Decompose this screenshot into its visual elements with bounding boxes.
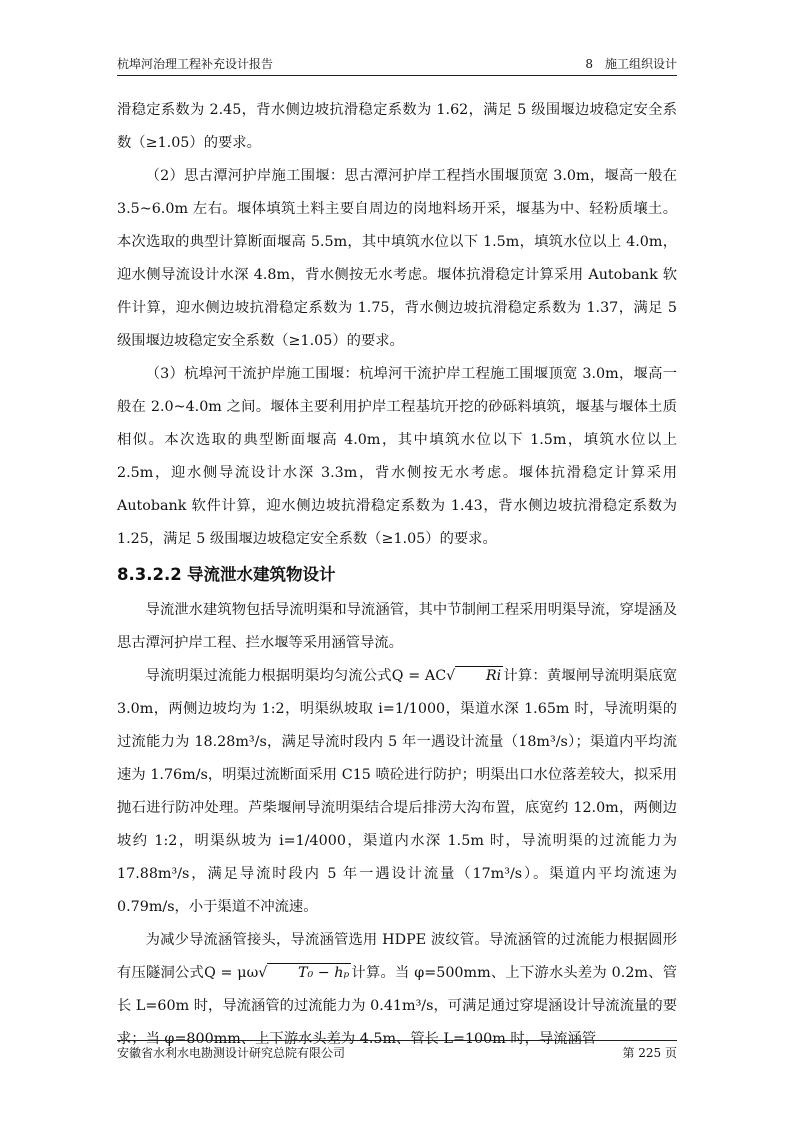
paragraph-hangbu-cofferdam: （3）杭埠河干流护岸施工围堰：杭埠河干流护岸工程施工围堰顶宽 3.0m，堰高一般在 2.0~4.0m 之间。堰体主要利用护岸工程基坑开挖的砂砾料填筑，堰基与堰体土质相似。本次选取的典型断面堰高 4.0m，其中填筑水位以下 1.5m，填筑水位以上 2.5m，迎水侧导流设计水深 3.3m，背水侧按无水考虑。堰体抗滑稳定计算采用 Autobank 软件计算，迎水侧边坡抗滑稳定系数为 1.43，背水侧边坡抗滑稳定系数为 1.25，满足 5 级围堰边坡稳定安全系数（≥1.05）的要求。 [117,366,677,547]
footer-organization: 安徽省水利水电勘测设计研究总院有限公司 [117,1046,346,1060]
culvert-text-b: 计算。当 φ=500mm、上下游水头差为 0.2m、管长 L=60m 时，导流涵管的过流能力为 0.41m³/s，可满足通过穿堤涵设计导流流量的要求；当 φ=800mm、上下游水头差为 4.5m、管长 L=100m 时，导流涵管 [117,965,677,1047]
formula-lhs: Q = AC [391,668,447,684]
page-number: 第 225 页 [622,1046,677,1060]
page-header [117,55,677,76]
formula-radicand: T₀ − hₚ [267,963,351,982]
pressure-tunnel-formula: Q = μω√ T₀ − hₚ [204,965,350,981]
formula-lhs: Q = μω [204,965,259,981]
section-title: 导流泄水建筑物设计 [187,565,336,584]
open-channel-text-b: 计算：黄堰闸导流明渠底宽 3.0m，两侧边坡均为 1:2，明渠纵坡取 i=1/1000，渠道水深 1.65m 时，导流明渠的过流能力为 18.28m³/s，满足导流时段内 5 年一遇设计流量（18m³/s）；渠道内平均流速为 1.76m/s，明渠过流断面采用 C15 喷砼进行防护；明渠出口水位落差较大，拟采用抛石进行防冲处理。芦柴堰闸导流明渠结合堤后排涝大沟布置，底宽约 12.0m，两侧边坡约 1:2，明渠纵坡为 i=1/4000，渠道内水深 1.5m 时，导流明渠的过流能力为 17.88m³/s，满足导流时段内 5 年一遇设计流量（17m³/s）。渠道内平均流速为 0.79m/s，小于渠道不冲流速。 [117,668,677,915]
culvert-text-a: 为减少导流涵管接头，导流涵管选用 HDPE 波纹管。导流涵管的过流能力根据圆形有压隧洞公式 [117,932,677,981]
open-channel-text-a: 导流明渠过流能力根据明渠均匀流公式 [145,668,392,684]
paragraph-continued: 滑稳定系数为 2.45，背水侧边坡抗滑稳定系数为 1.62，满足 5 级围堰边坡稳定安全系数（≥1.05）的要求。 [117,102,677,151]
section-number: 8.3.2.2 [117,565,182,584]
paragraph-culvert [117,924,677,1056]
paragraph-sigutan-cofferdam: （2）思古潭河护岸施工围堰：思古潭河护岸工程挡水围堰顶宽 3.0m，堰高一般在 3.5~6.0m 左右。堰体填筑土料主要自周边的岗地料场开采，堰基为中、轻粉质壤土。本次选取的典型计算断面堰高 5.5m，其中填筑水位以下 1.5m，填筑水位以上 4.0m，迎水侧导流设计水深 4.8m，背水侧按无水考虑。堰体抗滑稳定计算采用 Autobank 软件计算，迎水侧边坡抗滑稳定系数为 1.75，背水侧边坡抗滑稳定系数为 1.37，满足 5 级围堰边坡稳定安全系数（≥1.05）的要求。 [117,168,677,349]
page-body [117,94,677,1056]
paragraph-diversion-overview: 导流泄水建筑物包括导流明渠和导流涵管，其中节制闸工程采用明渠导流，穿堤涵及思古潭河护岸工程、拦水堰等采用涵管导流。 [117,602,677,651]
formula-radicand: Ri [455,666,503,685]
uniform-flow-formula: Q = AC√ Ri [391,668,502,684]
header-chapter-title: 8 施工组织设计 [585,57,677,71]
header-report-title: 杭埠河治理工程补充设计报告 [117,57,274,71]
paragraph-open-channel [117,660,677,924]
section-heading [117,558,677,592]
page-footer [117,1040,677,1060]
